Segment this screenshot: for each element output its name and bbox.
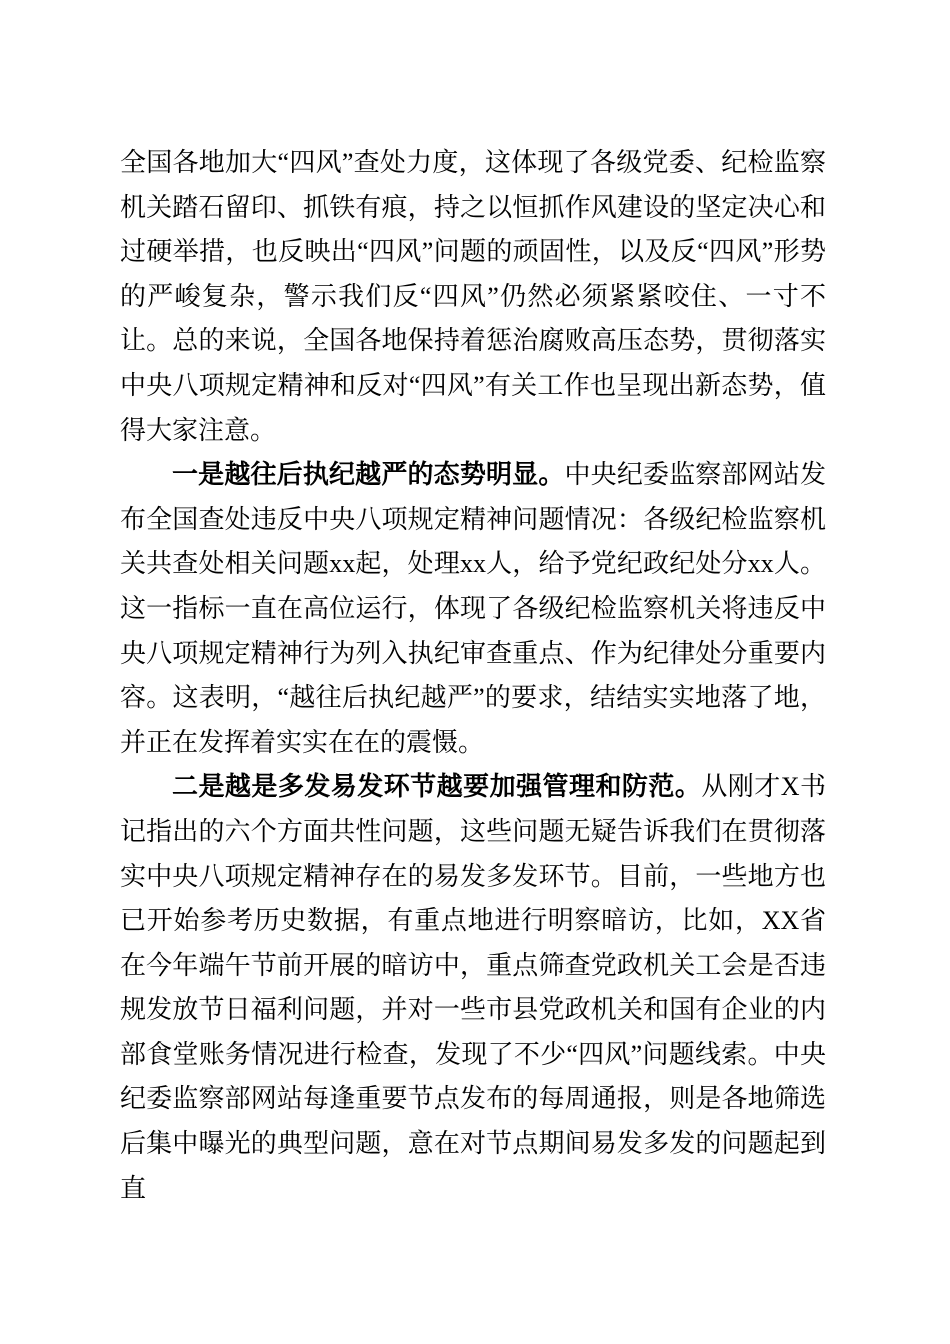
paragraph-1-text: 全国各地加大“四风”查处力度，这体现了各级党委、纪检监察机关踏石留印、抓铁有痕，持之以恒抓作风建设的坚定决心和过硬举措，也反映出“四风”问题的顽固性，以及反“四风”形势的严峻复杂，警示我们反“四风”仍然必须紧紧咬住、一寸不让。总的来说，全国各地保持着惩治腐败高压态势，贯彻落实中央八项规定精神和反对“四风”有关工作也呈现出新态势，值得大家注意。 xyxy=(120,148,826,445)
document-body xyxy=(120,141,826,1211)
paragraph-3-text: 从刚才X书记指出的六个方面共性问题，这些问题无疑告诉我们在贯彻落实中央八项规定精神存在的易发多发环节。目前，一些地方也已开始参考历史数据，有重点地进行明察暗访，比如，XX省在今年端午节前开展的暗访中，重点筛查党政机关工会是否违规发放节日福利问题，并对一些市县党政机关和国有企业的内部食堂账务情况进行检查，发现了不少“四风”问题线索。中央纪委监察部网站每逢重要节点发布的每周通报，则是各地筛选后集中曝光的典型问题，意在对节点期间易发多发的问题起到直 xyxy=(120,772,826,1203)
paragraph-2-text: 中央纪委监察部网站发布全国查处违反中央八项规定精神问题情况：各级纪检监察机关共查处相关问题xx起，处理xx人，给予党纪政纪处分xx人。这一指标一直在高位运行，体现了各级纪检监察机关将违反中央八项规定精神行为列入执纪审查重点、作为纪律处分重要内容。这表明，“越往后执纪越严”的要求，结结实实地落了地，并正在发挥着实实在在的震慑。 xyxy=(120,460,826,757)
paragraph-continuation xyxy=(120,141,826,453)
paragraph-2-lead: 一是越往后执纪越严的态势明显。 xyxy=(172,460,565,490)
paragraph-point-one xyxy=(120,453,826,765)
paragraph-point-two xyxy=(120,765,826,1211)
paragraph-3-lead: 二是越是多发易发环节越要加强管理和防范。 xyxy=(172,772,702,802)
